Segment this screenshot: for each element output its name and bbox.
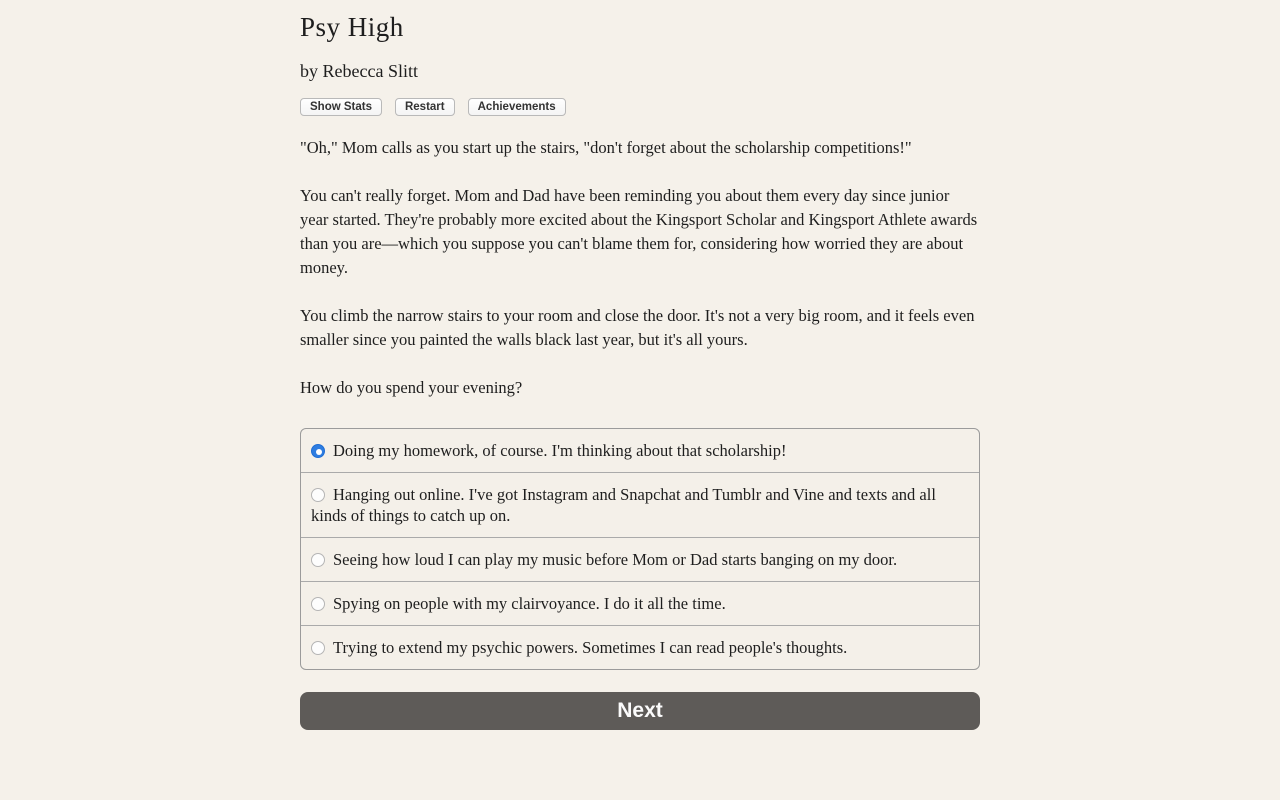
choice-option[interactable]: [301, 581, 979, 625]
author-line: by Rebecca Slitt: [300, 61, 418, 81]
show-stats-button[interactable]: Show Stats: [300, 98, 382, 116]
next-button[interactable]: Next: [300, 692, 980, 730]
radio-unselected-icon[interactable]: [311, 597, 325, 611]
choice-option-label: Seeing how loud I can play my music before Mom or Dad starts banging on my door.: [333, 550, 898, 569]
achievements-button[interactable]: Achievements: [468, 98, 566, 116]
choice-question: How do you spend your evening?: [300, 378, 523, 397]
choice-option-label: Doing my homework, of course. I'm thinking about that scholarship!: [333, 441, 787, 460]
choice-option-label: Hanging out online. I've got Instagram and Snapchat and Tumblr and Vine and texts and all kinds of things to catch up on.: [311, 485, 936, 525]
restart-button[interactable]: Restart: [395, 98, 455, 116]
choice-option[interactable]: [301, 429, 979, 472]
choice-option-label: Spying on people with my clairvoyance. I do it all the time.: [333, 594, 726, 613]
radio-unselected-icon[interactable]: [311, 641, 325, 655]
radio-unselected-icon[interactable]: [311, 553, 325, 567]
story-text: [300, 136, 980, 352]
story-paragraph: "Oh," Mom calls as you start up the stairs, "don't forget about the scholarship competitions!": [300, 138, 912, 157]
toolbar: [300, 98, 980, 116]
radio-selected-icon[interactable]: [311, 444, 325, 458]
page-container: [300, 0, 980, 730]
choice-option[interactable]: [301, 625, 979, 669]
choice-option[interactable]: [301, 472, 979, 537]
radio-unselected-icon[interactable]: [311, 488, 325, 502]
story-paragraph: You climb the narrow stairs to your room and close the door. It's not a very big room, and it feels even smaller since you painted the walls black last year, but it's all yours.: [300, 306, 975, 349]
story-paragraph: You can't really forget. Mom and Dad have been reminding you about them every day since junior year started. They're probably more excited about the Kingsport Scholar and Kingsport Athlete awards than you are—which you suppose you can't blame them for, considering how worried they are about money.: [300, 186, 978, 277]
choice-option-label: Trying to extend my psychic powers. Sometimes I can read people's thoughts.: [333, 638, 848, 657]
page-title: Psy High: [300, 12, 404, 42]
choice-list: [300, 428, 980, 670]
choice-option[interactable]: [301, 537, 979, 581]
